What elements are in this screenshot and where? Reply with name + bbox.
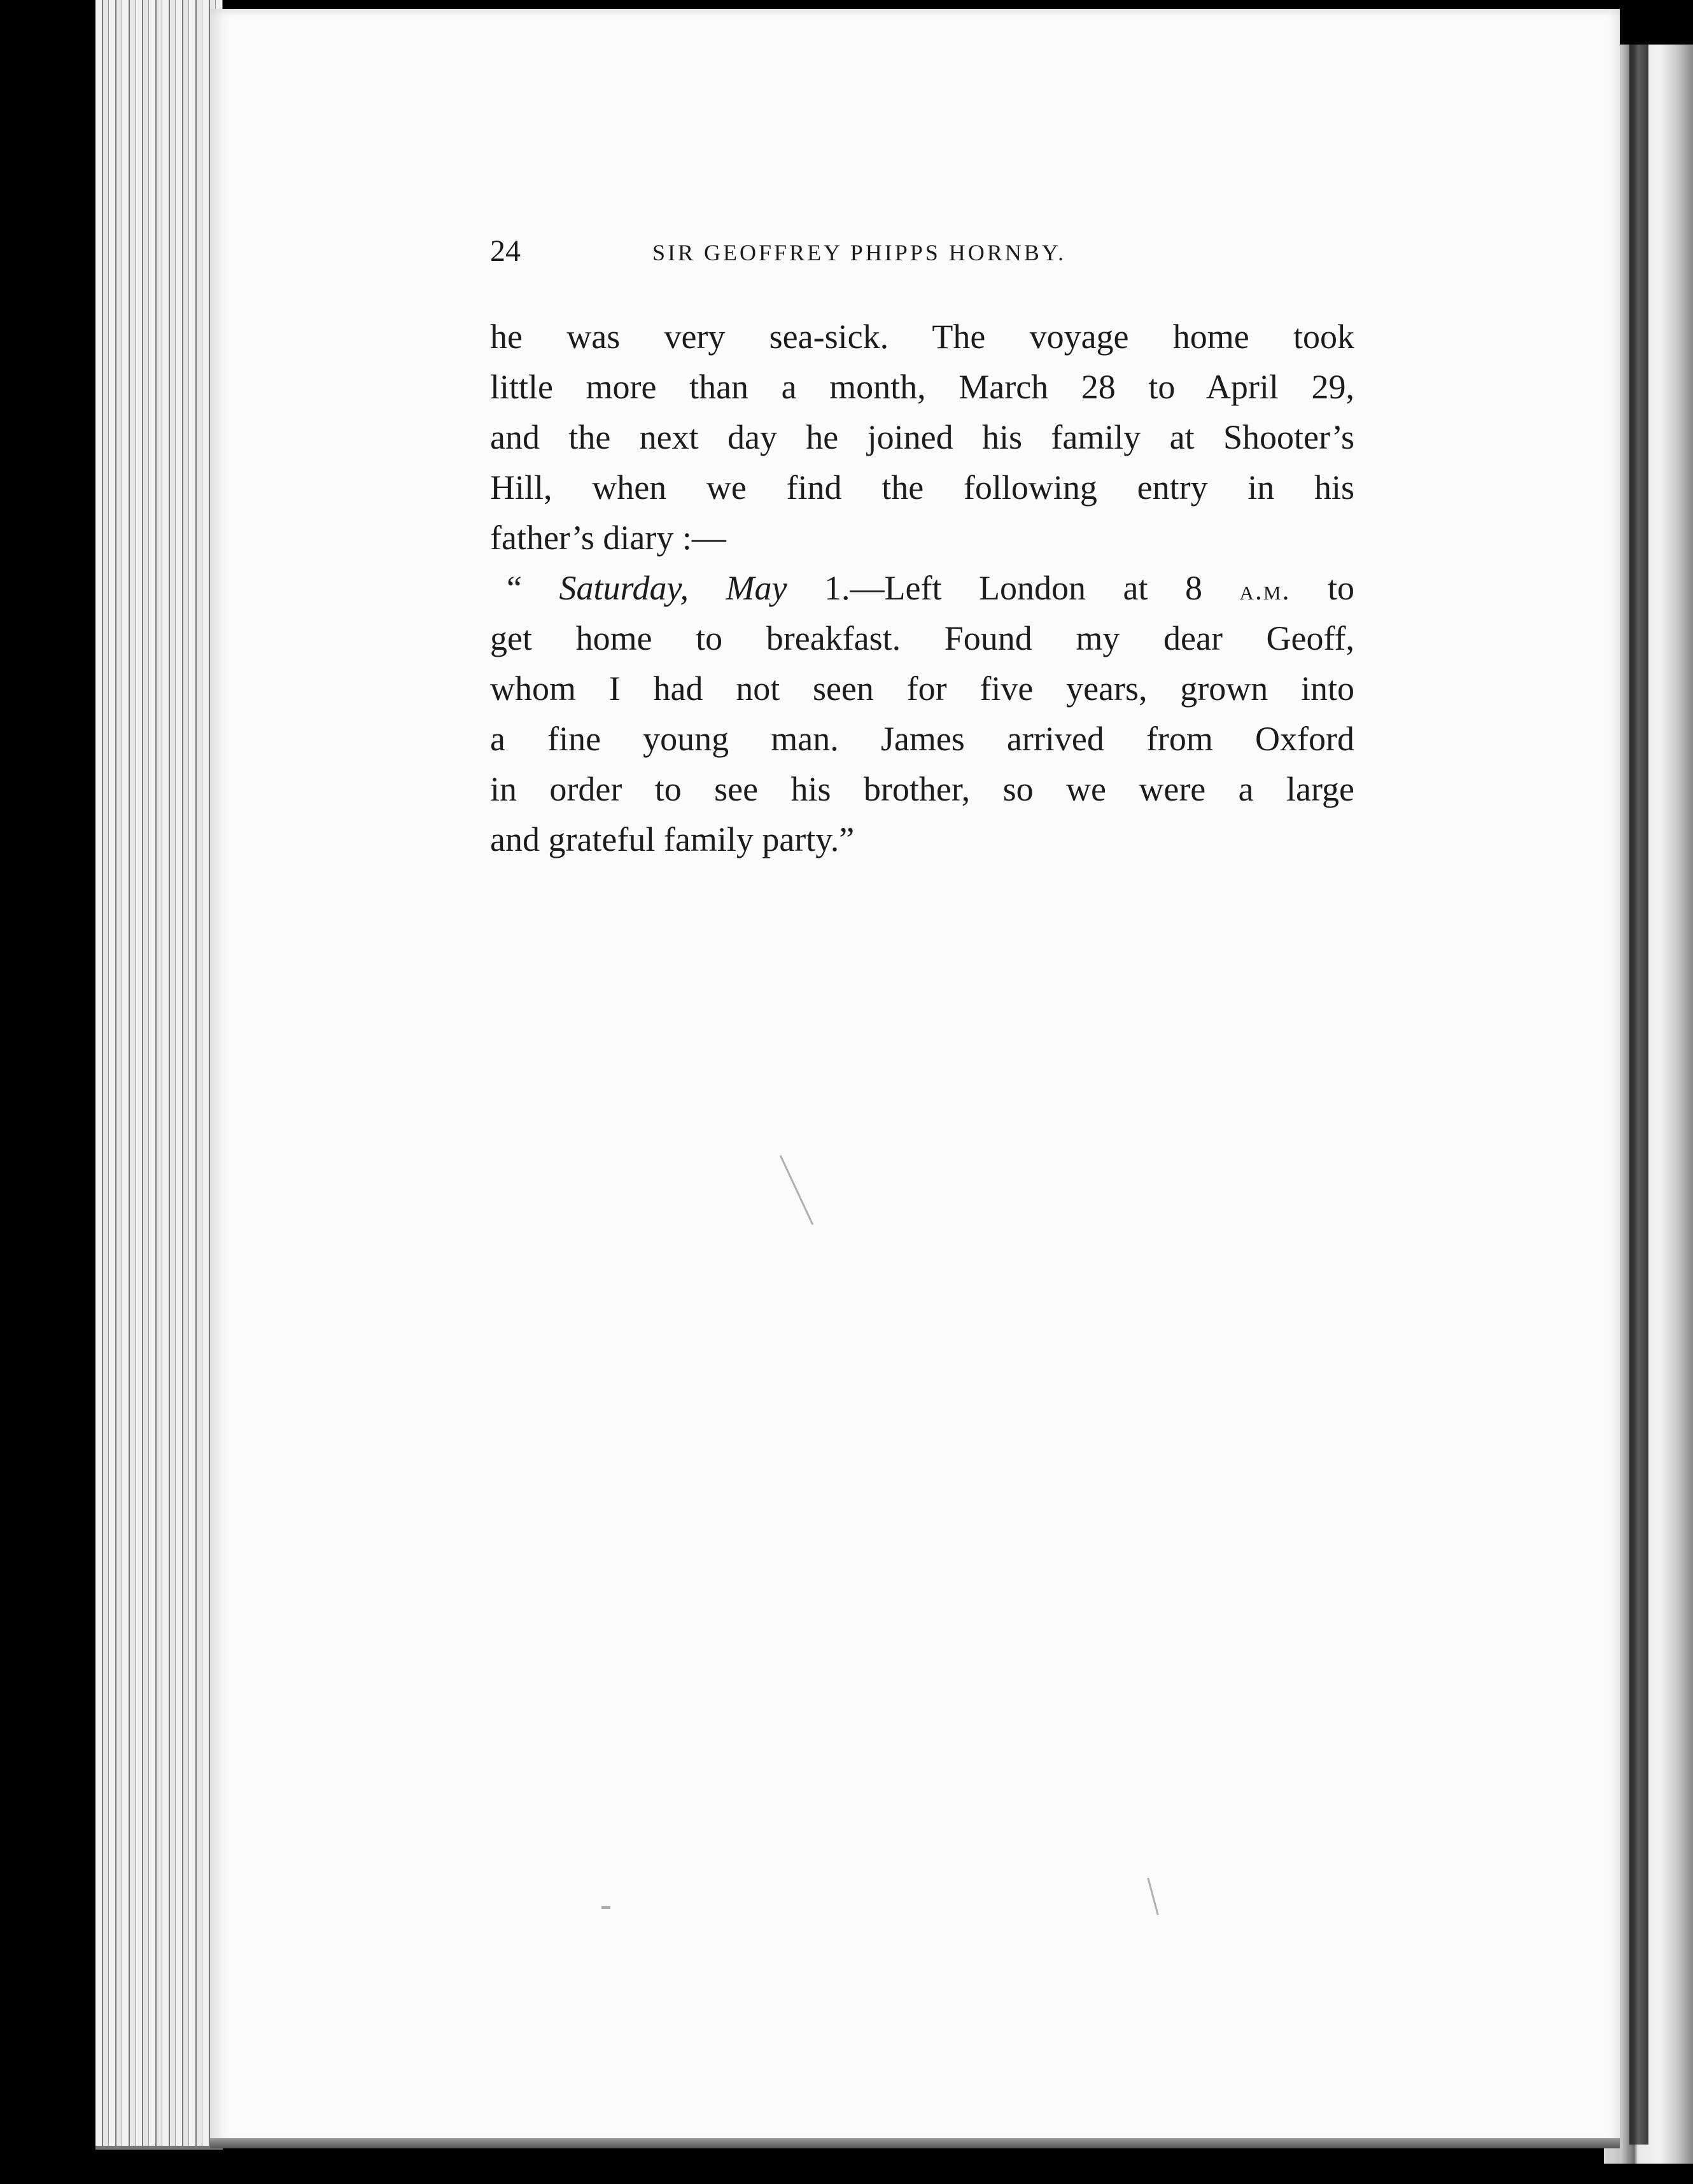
- quote-first-line: [490, 563, 1354, 613]
- page-header: [490, 232, 1193, 270]
- text-line: a fine young man. James arrived from Oxford: [490, 720, 1354, 758]
- time-abbreviation: a.m.: [1239, 575, 1291, 606]
- binding-shadow: [1629, 45, 1648, 2145]
- text-line: and grateful family party.”: [490, 820, 855, 858]
- running-head: SIR GEOFFREY PHIPPS HORNBY.: [652, 240, 1067, 265]
- quote-text: 1.—Left London at 8: [787, 569, 1240, 607]
- text-line: he was very sea-sick. The voyage home took: [490, 318, 1354, 356]
- text-line: and the next day he joined his family at Shooter’s: [490, 418, 1354, 456]
- text-line: little more than a month, March 28 to April 29,: [490, 368, 1354, 406]
- open-quote: “: [507, 569, 522, 607]
- diary-date: Saturday, May: [559, 569, 787, 607]
- page-edges-left: [95, 0, 223, 2150]
- body-text: [490, 312, 1354, 865]
- scan-speck: [601, 1906, 610, 1909]
- text-line: get home to breakfast. Found my dear Geoff,: [490, 619, 1354, 657]
- text-line: in order to see his brother, so we were a large: [490, 770, 1354, 808]
- text-line: whom I had not seen for five years, grown into: [490, 669, 1354, 708]
- quote-text: to: [1290, 569, 1354, 607]
- page-number: 24: [490, 234, 521, 268]
- text-line: Hill, when we find the following entry in his: [490, 468, 1354, 507]
- text-line: father’s diary :—: [490, 519, 726, 557]
- page-bottom-edge: [210, 2138, 1620, 2148]
